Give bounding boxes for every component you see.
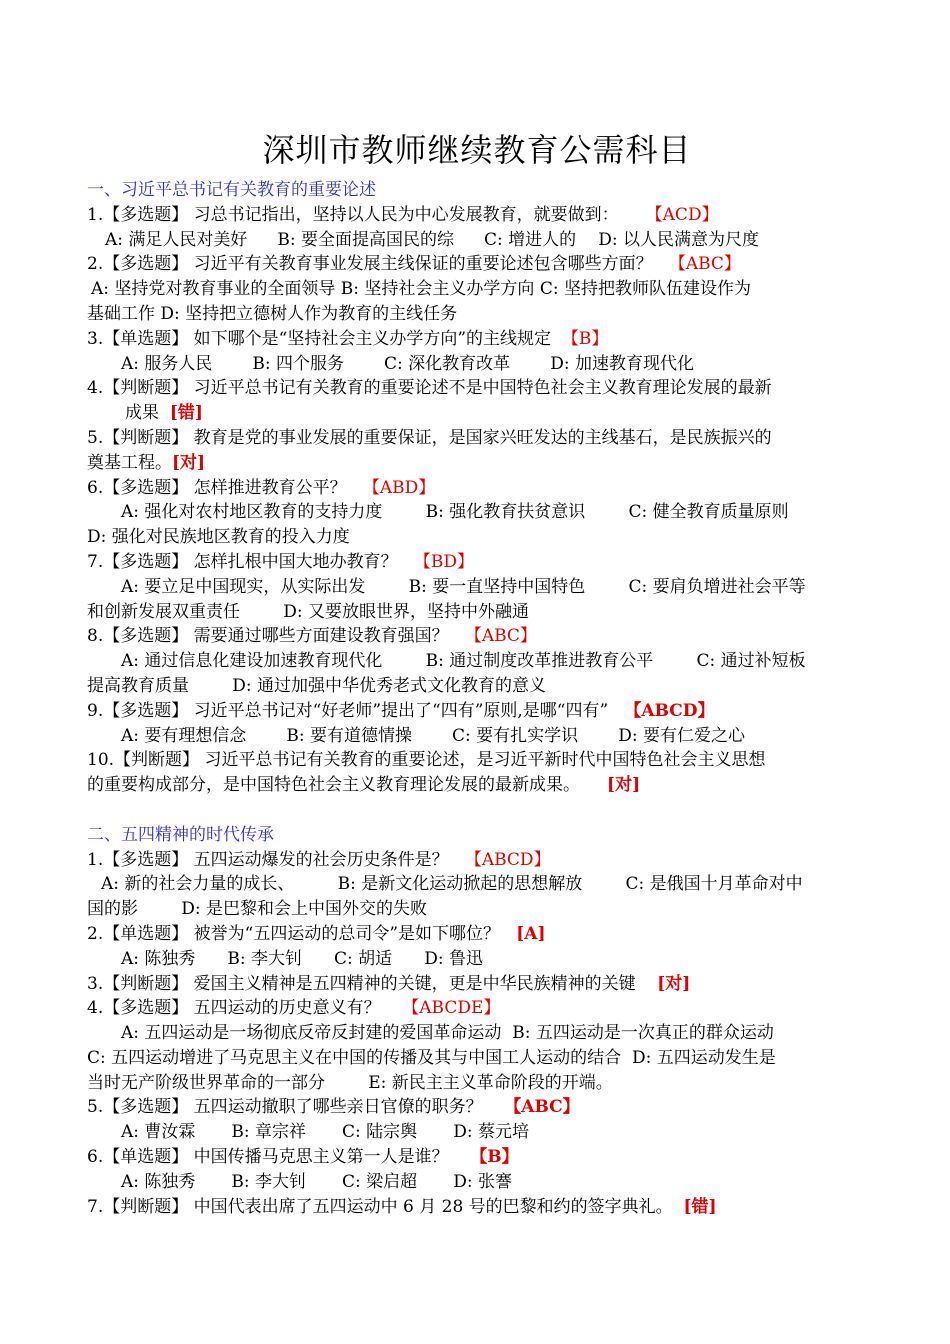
question: 3.【判断题】 爱国主义精神是五四精神的关键，更是中华民族精神的关键 [对] — [87, 973, 691, 994]
section-heading: 一、习近平总书记有关教育的重要论述 — [87, 180, 376, 200]
options-line: 提高教育质量 D: 通过加强中华优秀老式文化教育的意义 — [87, 675, 546, 696]
options-line: A: 要立足中国现实，从实际出发 B: 要一直坚持中国特色 C: 要肩负增进社会平等 — [121, 576, 806, 597]
options-line: A: 要有理想信念 B: 要有道德情操 C: 要有扎实学识 D: 要有仁爱之心 — [121, 725, 745, 746]
options-line: A: 满足人民对美好 B: 要全面提高国民的综 C: 增进人的 D: 以人民满意为尺度 — [105, 229, 759, 250]
question: 5.【判断题】 教育是党的事业发展的重要保证，是国家兴旺发达的主线基石，是民族振兴的 — [87, 427, 772, 448]
question: 2.【多选题】 习近平有关教育事业发展主线保证的重要论述包含哪些方面？ 【ABC】 — [87, 254, 741, 275]
options-line: A: 曹汝霖 B: 章宗祥 C: 陆宗舆 D: 蔡元培 — [121, 1122, 529, 1143]
options-line: A: 坚持党对教育事业的全面领导 B: 坚持社会主义办学方向 C: 坚持把教师队伍建设作为 — [91, 279, 751, 300]
answer: 【ABC】 — [464, 626, 537, 647]
options-line: A: 新的社会力量的成长、 B: 是新文化运动掀起的思想解放 C: 是俄国十月革命对中 — [101, 874, 803, 895]
question: 1.【多选题】 五四运动爆发的社会历史条件是？ 【ABCD】 — [87, 849, 551, 870]
answer: 【ABCDE】 — [402, 998, 501, 1019]
answer: 【B】 — [561, 328, 609, 349]
question: 6.【多选题】 怎样推进教育公平？ 【ABD】 — [87, 477, 436, 498]
question: 10.【判断题】 习近平总书记有关教育的重要论述，是习近平新时代中国特色社会主义思想 — [87, 750, 766, 771]
question-continuation: 成果 [错] — [125, 403, 203, 424]
document-page — [87, 128, 867, 1219]
options-line: 当时无产阶级世界革命的一部分 E: 新民主主义革命阶段的开端。 — [87, 1072, 613, 1093]
question: 4.【判断题】 习近平总书记有关教育的重要论述不是中国特色社会主义教育理论发展的最新 — [87, 378, 772, 399]
question-continuation: 的重要构成部分，是中国特色社会主义教育理论发展的最新成果。 [对] — [87, 775, 641, 796]
options-line: C: 五四运动增进了马克思主义在中国的传播及其与中国工人运动的结合 D: 五四运动发生是 — [87, 1047, 776, 1068]
question: 1.【多选题】 习总书记指出，坚持以人民为中心发展教育，就要做到： 【ACD】 — [87, 204, 719, 225]
question: 2.【单选题】 被誉为“五四运动的总司令”是如下哪位？ [A] — [87, 923, 546, 944]
options-line: A: 陈独秀 B: 李大钊 C: 胡适 D: 鲁迅 — [121, 948, 483, 969]
question: 6.【单选题】 中国传播马克思主义第一人是谁？ 【B】 — [87, 1147, 519, 1168]
answer: 【ABC】 — [504, 1097, 580, 1118]
question: 5.【多选题】 五四运动撤职了哪些亲日官僚的职务？ 【ABC】 — [87, 1097, 580, 1118]
answer: 【ABC】 — [668, 254, 741, 275]
answer: [A] — [516, 923, 546, 944]
answer: 【ABD】 — [362, 477, 436, 498]
options-line: A: 强化对农村地区教育的支持力度 B: 强化教育扶贫意识 C: 健全教育质量原则 — [121, 502, 789, 523]
question-continuation: 奠基工程。[对] — [87, 452, 206, 473]
options-line: A: 通过信息化建设加速教育现代化 B: 通过制度改革推进教育公平 C: 通过补短板 — [121, 651, 806, 672]
answer: [对] — [657, 973, 691, 994]
options-line: 国的影 D: 是巴黎和会上中国外交的失败 — [87, 899, 427, 920]
options-line: D: 强化对民族地区教育的投入力度 — [87, 527, 350, 548]
answer: 【ABCD】 — [624, 700, 715, 721]
question: 7.【多选题】 怎样扎根中国大地办教育？ 【BD】 — [87, 551, 474, 572]
answer: 【ACD】 — [645, 204, 719, 225]
options-line: 和创新发展双重责任 D: 又要放眼世界，坚持中外融通 — [87, 601, 529, 622]
answer: [对] — [172, 452, 206, 473]
answer: [错] — [683, 1196, 717, 1217]
question: 7.【判断题】 中国代表出席了五四运动中 6 月 28 号的巴黎和约的签字典礼。 [错] — [87, 1196, 717, 1217]
answer: [对] — [607, 775, 641, 796]
answer: [错] — [169, 403, 203, 424]
answer: 【BD】 — [413, 551, 474, 572]
document-title: 深圳市教师继续教育公需科目 — [262, 131, 692, 169]
answer: 【B】 — [470, 1147, 519, 1168]
section-heading: 二、五四精神的时代传承 — [87, 824, 274, 845]
question: 9.【多选题】 习近平总书记对“好老师”提出了“四有”原则,是哪“四有” 【ABCD】 — [87, 700, 715, 721]
options-line: 基础工作 D: 坚持把立德树人作为教育的主线任务 — [87, 303, 458, 324]
question: 8.【多选题】 需要通过哪些方面建设教育强国？ 【ABC】 — [87, 626, 537, 647]
options-line: A: 五四运动是一场彻底反帝反封建的爱国革命运动 B: 五四运动是一次真正的群众运动 — [121, 1023, 774, 1044]
question: 3.【单选题】 如下哪个是“坚持社会主义办学方向”的主线规定 【B】 — [87, 328, 609, 349]
question: 4.【多选题】 五四运动的历史意义有？ 【ABCDE】 — [87, 998, 501, 1019]
answer: 【ABCD】 — [464, 849, 551, 870]
options-line: A: 服务人民 B: 四个服务 C: 深化教育改革 D: 加速教育现代化 — [121, 353, 694, 374]
options-line: A: 陈独秀 B: 李大钊 C: 梁启超 D: 张謇 — [121, 1171, 512, 1192]
